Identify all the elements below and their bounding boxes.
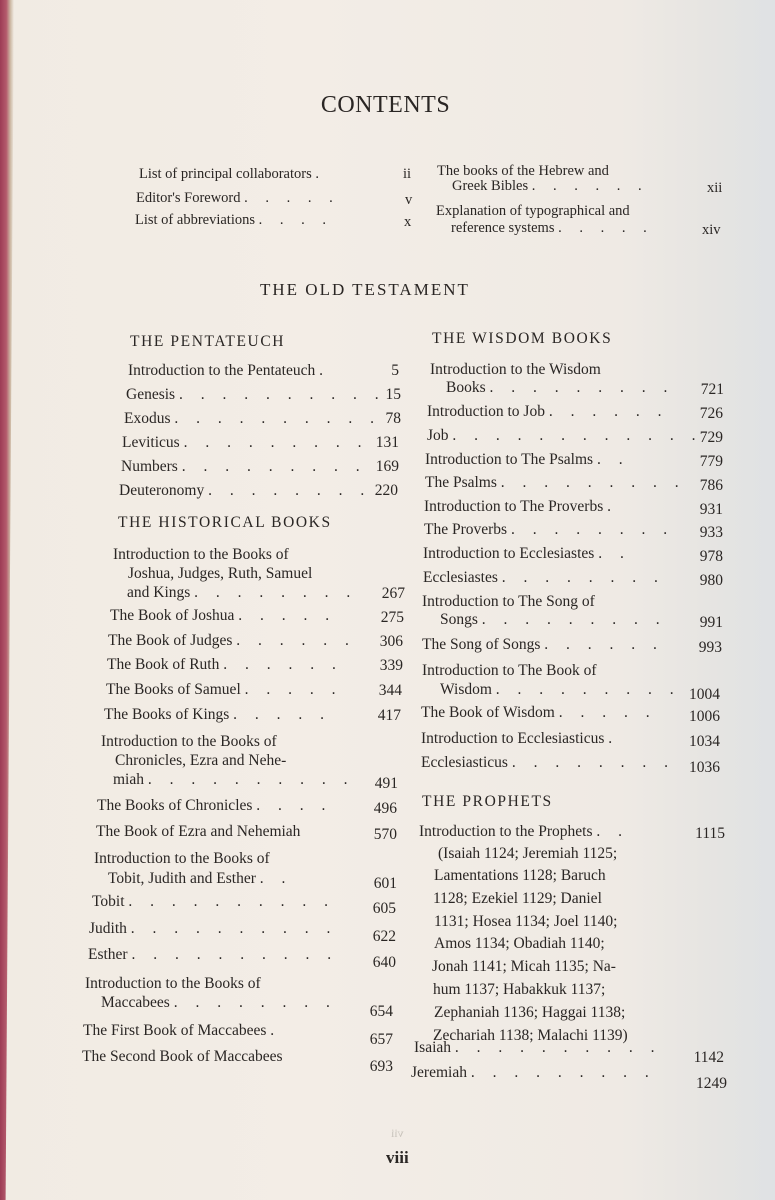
entry-title-line[interactable]: Introduction to the Wisdom — [430, 361, 601, 378]
entry-title: Maccabees — [101, 994, 170, 1011]
toc-entry[interactable] — [110, 607, 336, 625]
page-number: 1006 — [689, 708, 720, 725]
leader-dots: . . . . — [258, 212, 334, 228]
entry-title: The Second Book of Maccabees — [82, 1048, 283, 1065]
prophet-subentry-line: 1131; Hosea 1134; Joel 1140; — [434, 913, 618, 930]
toc-entry[interactable] — [128, 362, 330, 380]
toc-entry[interactable] — [423, 545, 631, 563]
leader-dots: . . . . . — [558, 704, 657, 721]
toc-entry[interactable] — [106, 681, 343, 699]
leader-dots: . . . . . . . . . — [481, 611, 667, 628]
prophet-subentry-line: Amos 1134; Obadiah 1140; — [434, 935, 605, 952]
toc-entry[interactable] — [421, 704, 657, 722]
toc-entry[interactable] — [113, 771, 355, 789]
page-number: 1034 — [689, 733, 720, 750]
leader-dots: . . . . . . . . . . . . — [452, 427, 703, 444]
toc-entry[interactable] — [96, 823, 300, 841]
page-number: 1004 — [689, 686, 720, 703]
entry-title: Wisdom — [440, 681, 492, 698]
page-number: 729 — [699, 429, 723, 446]
page-number: v — [405, 192, 413, 208]
leader-dots: . . . . . . — [531, 178, 649, 194]
prophet-subentry-line: Lamentations 1128; Baruch — [434, 867, 606, 884]
page-number: 980 — [699, 572, 723, 589]
entry-title-line[interactable]: Introduction to the Books of — [101, 733, 277, 750]
leader-dots: . . . . . — [238, 607, 337, 624]
page-number: 933 — [699, 524, 723, 541]
toc-entry[interactable] — [82, 1048, 283, 1066]
toc-entry[interactable] — [83, 1022, 281, 1040]
leader-dots: . . . . . . — [236, 632, 356, 649]
leader-dots: . . . . . . . . . — [489, 379, 675, 396]
page-number: 220 — [374, 482, 398, 499]
page-number: 15 — [385, 386, 401, 403]
entry-title: Introduction to Ecclesiasticus — [421, 730, 605, 747]
entry-title: Jeremiah — [411, 1064, 467, 1081]
leader-dots: . . — [596, 451, 630, 468]
entry-title-line[interactable]: The books of the Hebrew and — [437, 163, 609, 179]
leader-dots: . . . . . . . . . — [500, 474, 686, 491]
toc-entry[interactable] — [121, 458, 367, 476]
toc-entry[interactable] — [126, 386, 386, 404]
toc-entry[interactable] — [414, 1039, 662, 1057]
page-number: 417 — [377, 707, 401, 724]
entry-title: Introduction to The Psalms — [425, 451, 594, 468]
toc-entry[interactable] — [108, 870, 292, 888]
toc-entry[interactable] — [440, 681, 681, 699]
leader-dots: . — [270, 1022, 282, 1039]
page-number: 570 — [373, 826, 397, 843]
page-number: x — [404, 214, 412, 230]
show-through-folio: vii — [391, 1126, 404, 1140]
page-number: 275 — [380, 609, 404, 626]
toc-entry[interactable] — [452, 178, 649, 195]
entry-title: Introduction to Ecclesiastes — [423, 545, 595, 562]
prophet-subentry-line: (Isaiah 1124; Jeremiah 1125; — [438, 845, 618, 862]
entry-title: The Books of Samuel — [106, 681, 241, 698]
toc-entry[interactable] — [419, 823, 629, 841]
leader-dots: . . . . . . . . . — [183, 434, 369, 451]
leader-dots: . . — [596, 823, 629, 840]
toc-entry[interactable] — [425, 474, 686, 492]
entry-title: reference systems — [451, 220, 555, 236]
entry-title: Introduction to The Proverbs — [424, 498, 604, 515]
leader-dots: . . . . . . — [223, 656, 343, 673]
entry-title-line[interactable]: Introduction to the Books of — [94, 850, 270, 867]
leader-dots: . . . . . . . . . . — [147, 771, 355, 788]
page-number: 1142 — [693, 1049, 724, 1066]
leader-dots: . . . . — [256, 797, 333, 814]
entry-title: Esther — [88, 946, 128, 963]
leader-dots: . — [315, 166, 326, 182]
page-number: xii — [707, 180, 723, 196]
toc-entry[interactable] — [427, 427, 703, 445]
leader-dots: . . . . . . — [544, 636, 664, 653]
leader-dots: . . . . . . . . . — [181, 458, 367, 475]
entry-title: The Proverbs — [424, 521, 508, 538]
section-heading-wisdom: THE WISDOM BOOKS — [432, 330, 613, 347]
leader-dots: . . — [259, 870, 293, 887]
leader-dots: . . . . . . . . — [194, 584, 358, 601]
toc-entry[interactable] — [446, 379, 674, 397]
entry-title: Genesis — [126, 386, 176, 403]
entry-title: Ecclesiastes — [423, 569, 498, 586]
page-number: 605 — [372, 900, 396, 917]
entry-title: Tobit, Judith and Esther — [108, 870, 256, 887]
page-number: 786 — [699, 477, 723, 494]
entry-title: The Song of Songs — [422, 636, 541, 653]
toc-entry[interactable] — [427, 403, 668, 421]
toc-entry[interactable] — [101, 994, 337, 1012]
toc-entry[interactable] — [119, 482, 371, 500]
entry-title: Editor's Foreword — [136, 190, 241, 206]
page-number: 693 — [369, 1058, 393, 1075]
prophet-subentry-line: Zephaniah 1136; Haggai 1138; — [434, 1004, 626, 1021]
entry-title: Introduction to Job — [427, 403, 545, 420]
leader-dots: . . . . . . . . — [510, 521, 675, 538]
entry-title: List of abbreviations — [135, 212, 256, 228]
page-number: 622 — [372, 928, 396, 945]
entry-title-line[interactable]: Introduction to The Book of — [422, 662, 597, 679]
page-title: CONTENTS — [320, 92, 451, 118]
page-number: 721 — [700, 381, 724, 398]
toc-entry[interactable] — [425, 451, 630, 469]
entry-title-line[interactable]: Introduction to the Books of — [85, 975, 261, 992]
entry-title-line[interactable]: Introduction to the Books of — [113, 546, 289, 563]
toc-entry[interactable] — [422, 636, 664, 654]
section-heading-historical: THE HISTORICAL BOOKS — [118, 514, 332, 531]
page-number: 131 — [375, 434, 399, 451]
toc-entry[interactable] — [421, 754, 675, 772]
page-number: 496 — [373, 800, 397, 817]
prophet-subentry-line: Jonah 1141; Micah 1135; Na- — [432, 958, 616, 975]
leader-dots: . . . . . . — [548, 403, 669, 420]
toc-entry[interactable] — [421, 730, 619, 748]
toc-entry[interactable] — [424, 498, 618, 516]
toc-entry[interactable] — [107, 656, 343, 674]
entry-title: The Book of Wisdom — [421, 704, 555, 721]
toc-entry[interactable] — [92, 893, 335, 911]
entry-title: Greek Bibles — [452, 178, 529, 194]
toc-entry[interactable] — [97, 797, 332, 815]
page-number: 931 — [699, 501, 723, 518]
page-number: ii — [403, 166, 412, 182]
entry-title: The Book of Judges — [108, 632, 233, 649]
page-number: 339 — [379, 657, 403, 674]
entry-title: The Book of Ruth — [107, 656, 220, 673]
toc-entry[interactable] — [136, 190, 340, 207]
entry-title: The Book of Ezra and Nehemiah — [96, 823, 301, 840]
toc-entry[interactable] — [423, 569, 665, 587]
leader-dots: . . . . . — [244, 190, 340, 206]
prophet-subentry-line: hum 1137; Habakkuk 1137; — [433, 981, 606, 998]
leader-dots: . . . . . — [244, 681, 343, 698]
toc-entry[interactable] — [451, 220, 654, 237]
toc-entry[interactable] — [88, 946, 338, 964]
entry-title: miah — [113, 771, 144, 788]
toc-entry[interactable] — [124, 410, 381, 428]
entry-title: The Books of Chronicles — [97, 797, 253, 814]
leader-dots: . . . . . . . . — [173, 994, 337, 1011]
page-number: 1115 — [695, 825, 725, 842]
page-number: 344 — [378, 682, 402, 699]
leader-dots: . — [607, 498, 618, 515]
leader-dots: . . — [598, 545, 631, 562]
section-heading-prophets: THE PROPHETS — [422, 793, 553, 810]
page-number: 991 — [699, 614, 723, 631]
toc-entry[interactable] — [424, 521, 674, 539]
leader-dots: . . . . . . . . — [511, 754, 675, 771]
entry-title-line[interactable]: Introduction to The Song of — [422, 593, 595, 610]
toc-entry[interactable] — [411, 1064, 656, 1082]
section-heading-pentateuch: THE PENTATEUCH — [130, 333, 286, 350]
entry-title: Isaiah — [414, 1039, 452, 1056]
leader-dots: . . . . . . . . . . — [130, 920, 338, 937]
prophet-subentry-line: 1128; Ezekiel 1129; Daniel — [433, 890, 602, 907]
page-number: 640 — [372, 954, 396, 971]
leader-dots: . . . . . . . . . — [495, 681, 681, 698]
entry-title: List of principal collaborators — [139, 166, 312, 182]
entry-title: and Kings — [127, 584, 191, 601]
toc-entry[interactable] — [122, 434, 368, 452]
page-number: 978 — [699, 548, 723, 565]
page-number: 601 — [373, 875, 397, 892]
leader-dots: . . . . . . . . . . — [128, 893, 335, 910]
toc-entry[interactable] — [440, 611, 667, 629]
page-number: 657 — [369, 1031, 393, 1048]
page-number: 1036 — [689, 759, 720, 776]
entry-title: Job — [427, 427, 449, 444]
entry-title: Tobit — [92, 893, 125, 910]
entry-title: Leviticus — [122, 434, 180, 451]
toc-entry[interactable] — [108, 632, 356, 650]
prophet-subentry-line: Zechariah 1138; Malachi 1139) — [433, 1027, 628, 1044]
leader-dots: . . . . . . . . . . — [454, 1039, 662, 1056]
entry-title: The Book of Joshua — [110, 607, 235, 624]
page-number: 726 — [699, 405, 723, 422]
leader-dots: . . . . . . . . . . — [174, 410, 381, 427]
page-number: 654 — [369, 1003, 393, 1020]
entry-title: Introduction to the Prophets — [419, 823, 593, 840]
leader-dots: . . . . . . . . . . — [131, 946, 339, 963]
entry-title: Judith — [89, 920, 127, 937]
toc-entry[interactable] — [135, 212, 333, 229]
entry-title: Numbers — [121, 458, 178, 475]
entry-title: Ecclesiasticus — [421, 754, 508, 771]
toc-entry[interactable] — [139, 166, 326, 183]
entry-title-line[interactable]: Chronicles, Ezra and Nehe- — [115, 752, 287, 769]
entry-title-line[interactable]: Joshua, Judges, Ruth, Samuel — [128, 565, 313, 582]
toc-entry[interactable] — [89, 920, 337, 938]
page-folio: viii — [386, 1148, 409, 1167]
page-number: 1249 — [696, 1075, 727, 1092]
entry-title-line[interactable]: Explanation of typographical and — [436, 203, 630, 219]
entry-title: Books — [446, 379, 486, 396]
entry-title: Exodus — [124, 410, 171, 427]
page-number: 491 — [374, 775, 398, 792]
testament-heading: THE OLD TESTAMENT — [260, 280, 470, 299]
page-number: 306 — [379, 633, 403, 650]
entry-title: Deuteronomy — [119, 482, 205, 499]
leader-dots: . . . . . — [233, 706, 332, 723]
toc-entry[interactable] — [104, 706, 331, 724]
leader-dots: . . . . . . . . — [501, 569, 665, 586]
leader-dots: . . . . . . . . — [208, 482, 372, 499]
leader-dots: . . . . . . . . . . — [178, 386, 386, 403]
toc-entry[interactable] — [127, 584, 357, 602]
leader-dots: . — [319, 362, 330, 379]
entry-title: Introduction to the Pentateuch — [128, 362, 316, 379]
entry-title: The Psalms — [425, 474, 497, 491]
page-number: 5 — [391, 362, 399, 379]
entry-title: Songs — [440, 611, 478, 628]
page-number: 993 — [698, 639, 722, 656]
page-number: 78 — [385, 410, 401, 427]
entry-title: The Books of Kings — [104, 706, 230, 723]
entry-title: The First Book of Maccabees — [83, 1022, 267, 1039]
leader-dots: . — [608, 730, 620, 747]
leader-dots: . . . . . . . . . — [470, 1064, 656, 1081]
page-number: 267 — [381, 585, 405, 602]
page-number: 779 — [699, 453, 723, 470]
leader-dots: . . . . . — [558, 220, 654, 236]
page-number: xiv — [702, 222, 721, 238]
page-number: 169 — [375, 458, 399, 475]
